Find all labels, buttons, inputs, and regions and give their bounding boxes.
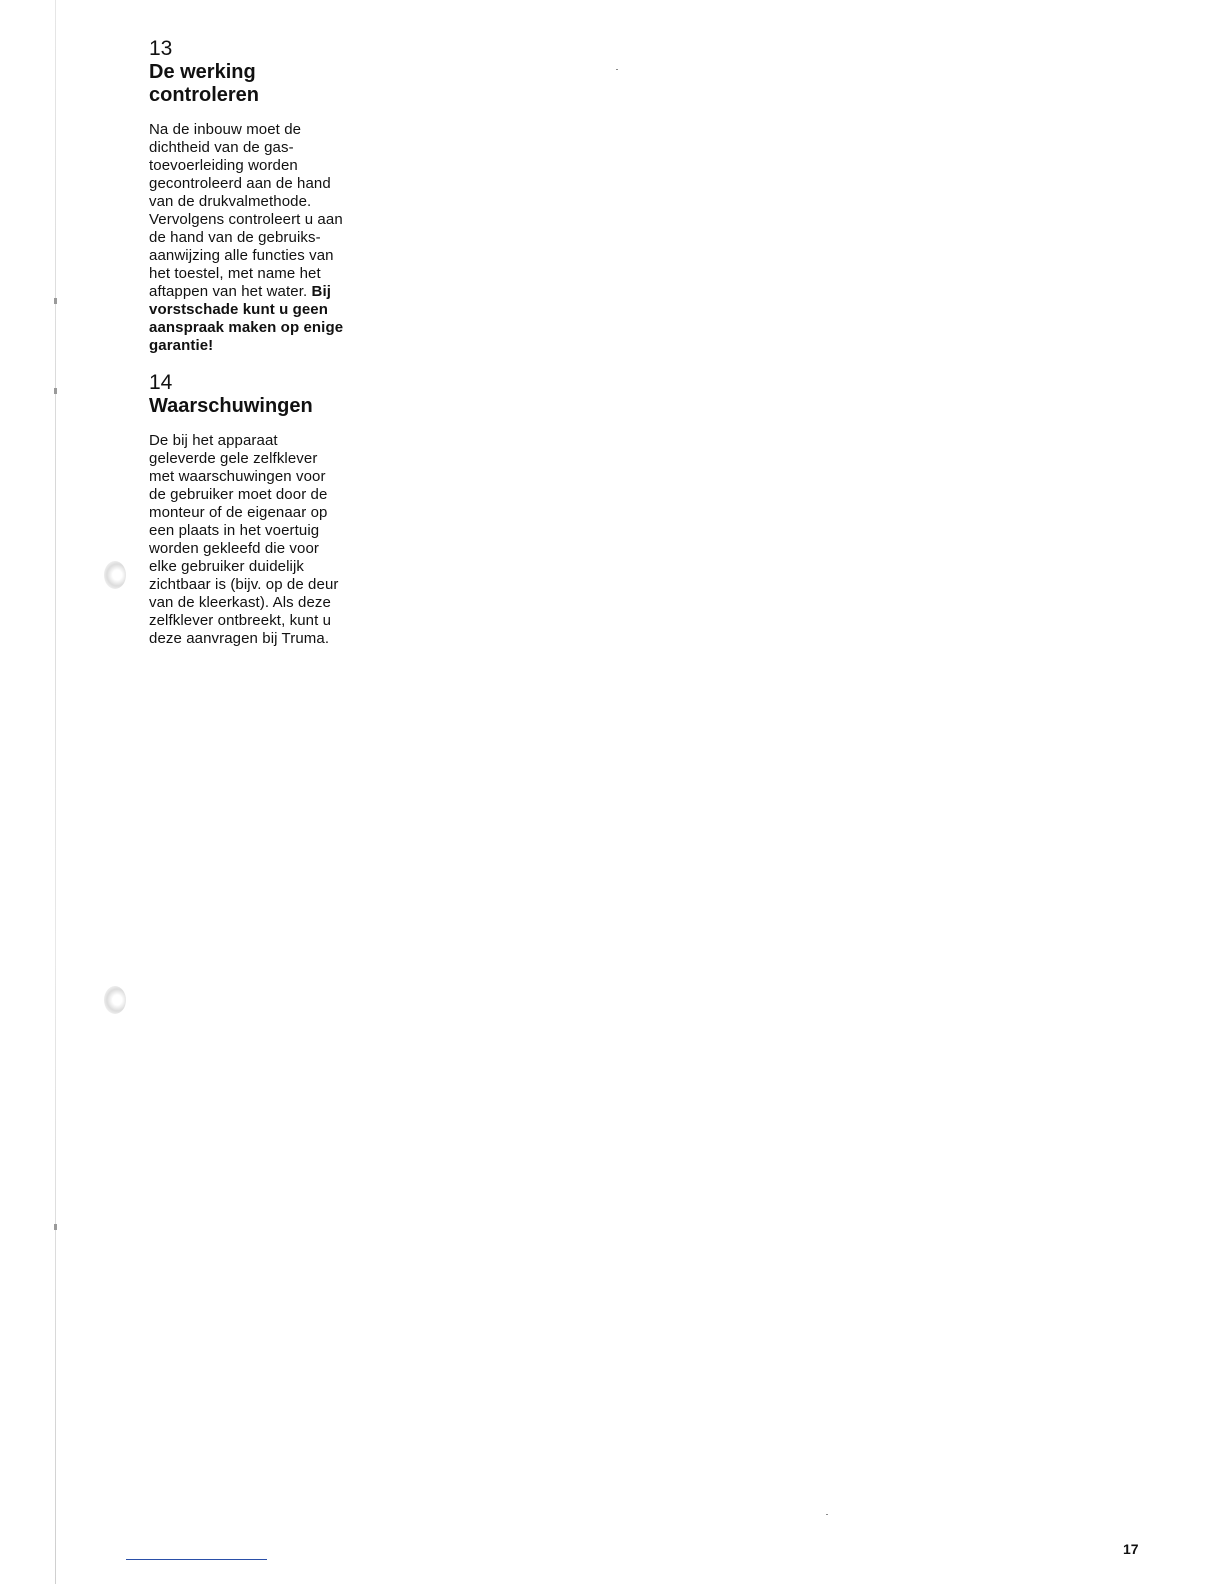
scan-border: [55, 0, 56, 1584]
section-body: [149, 432, 389, 648]
section-14: [149, 371, 389, 648]
scan-mark: [54, 388, 57, 394]
page-number: 17: [1123, 1541, 1139, 1557]
scan-mark: [54, 298, 57, 304]
punch-hole: [104, 986, 126, 1014]
body-text: De bij het apparaat geleverde gele zelfklever met waarschuwingen voor de gebruiker moet door de monteur of de eigenaar op een plaats in het voertuig worden gekleefd die voor elke gebruiker duidelijk zichtbaar is (bijv. op de deur van de kleerkast). Als deze zelfklever ontbreekt, kunt u deze aanvragen bij Truma.: [149, 432, 339, 647]
scan-speck: [826, 1514, 828, 1515]
scan-speck: [616, 69, 618, 70]
section-title-line: controleren: [149, 84, 260, 106]
text-column: [149, 37, 389, 648]
scan-mark: [54, 1224, 57, 1230]
body-warning-text: Bij vorstschade kunt u geen aanspraak maken op enige garantie!: [149, 283, 344, 354]
section-title-line: De werking: [149, 61, 256, 83]
body-text: Na de inbouw moet de dichtheid van de gas- toevoerleiding worden gecontroleerd aan de hand van de drukvalmethode. Vervolgens controleert u aan de hand van de gebruiks- aanwijzing alle functies van het toestel, met name het aftappen van het water.: [149, 121, 343, 300]
section-title-line: Waarschuwingen: [149, 395, 313, 417]
punch-hole: [104, 561, 126, 589]
footer-rule: [126, 1559, 267, 1560]
section-number: 13: [149, 37, 173, 60]
section-body: [149, 121, 389, 355]
section-title: [149, 61, 389, 107]
section-number: 14: [149, 371, 173, 394]
section-title: [149, 395, 389, 418]
section-13: [149, 37, 389, 355]
